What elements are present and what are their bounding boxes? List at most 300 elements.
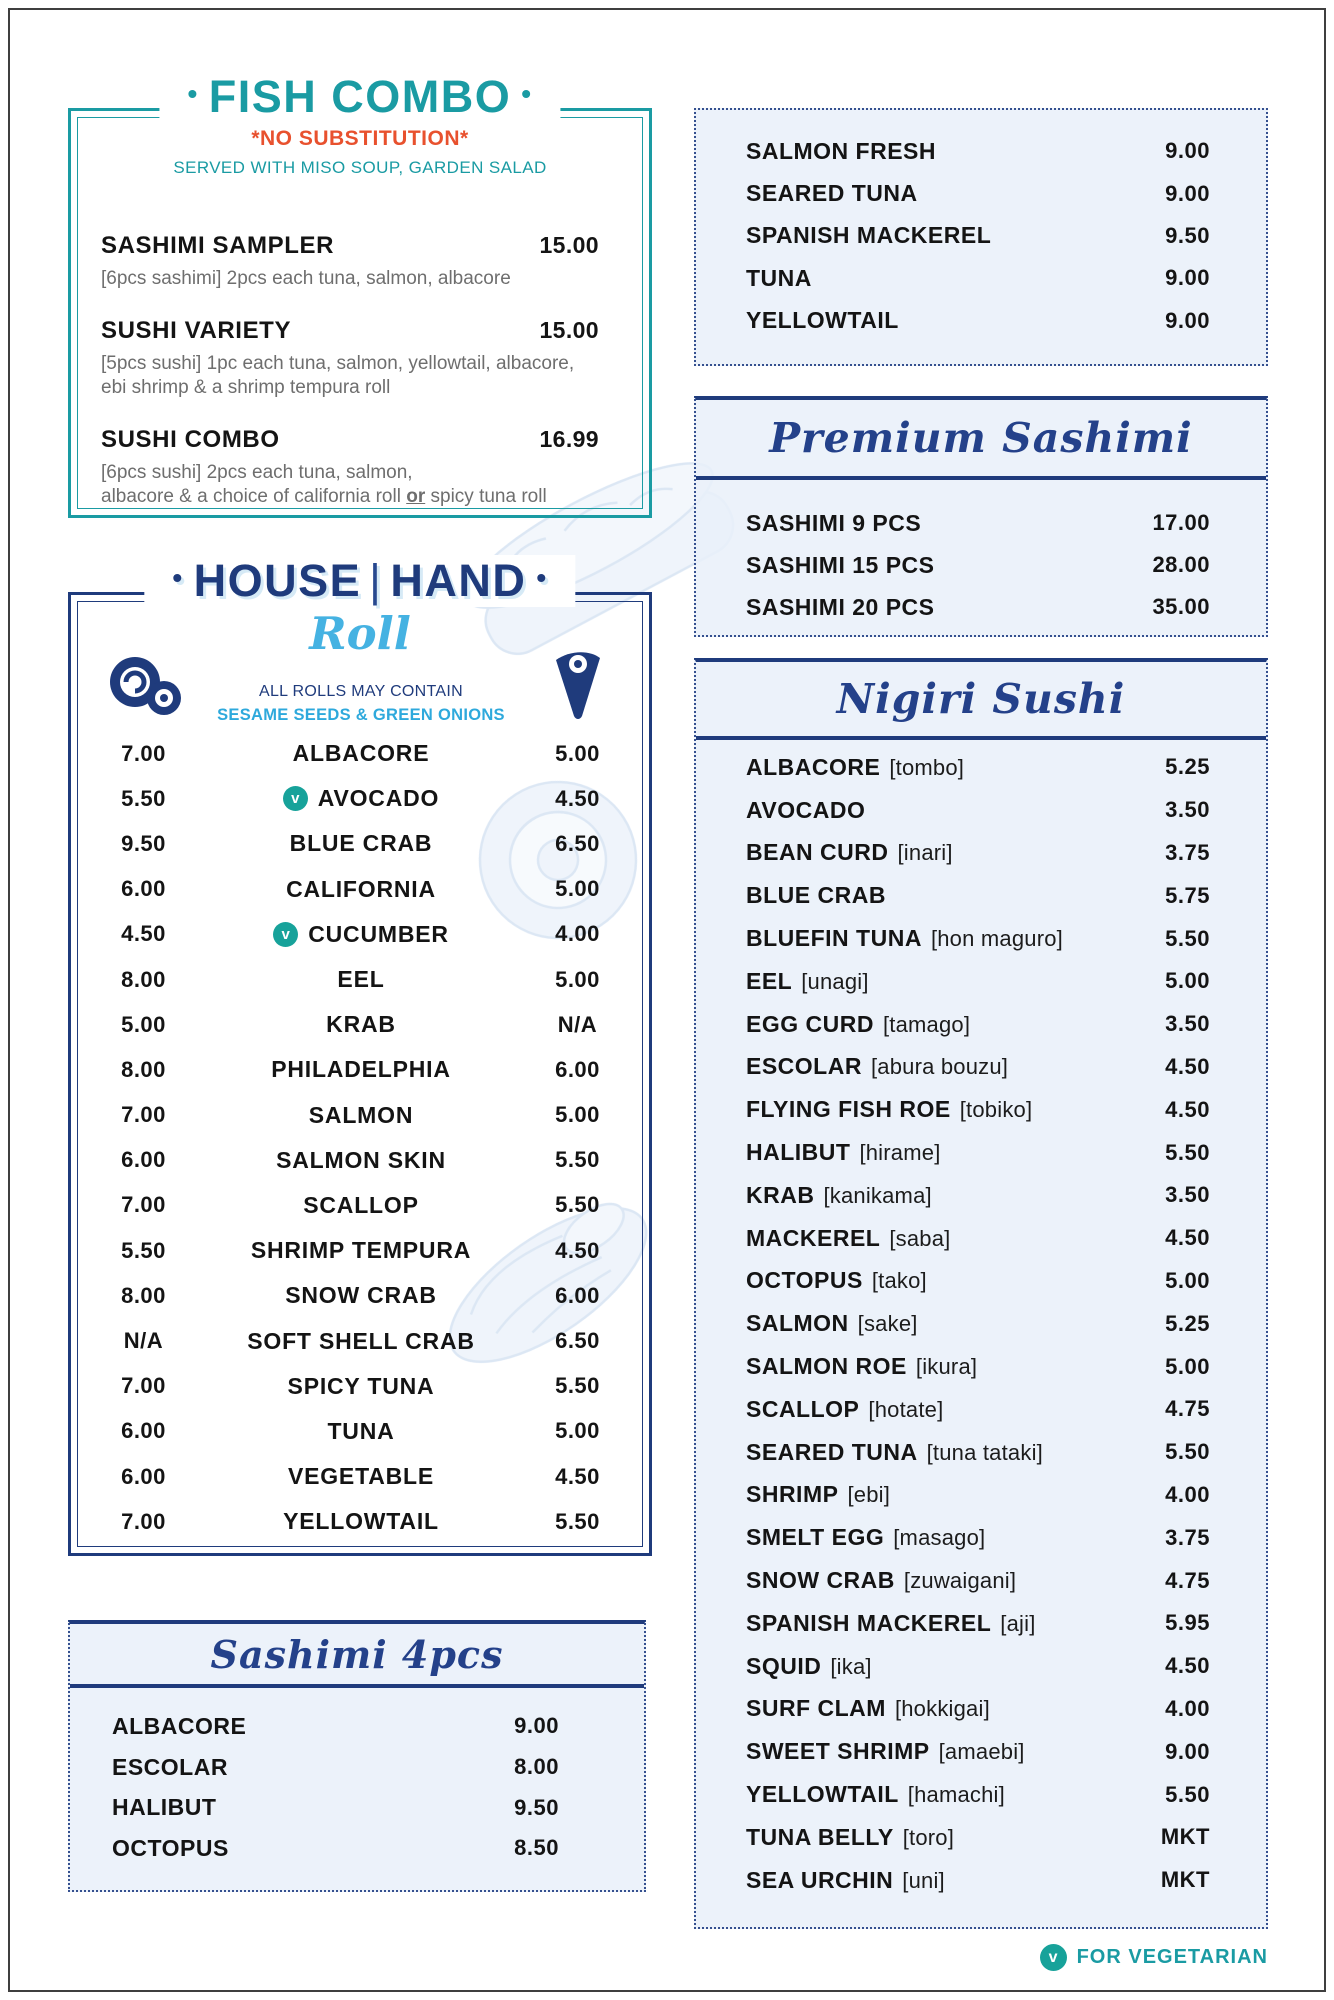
roll-name-group xyxy=(216,830,506,857)
menu-item-row xyxy=(696,1602,1266,1645)
roll-name-group xyxy=(216,921,506,948)
item-name-group xyxy=(746,1824,954,1851)
roll-item-row xyxy=(71,776,649,821)
item-name-group xyxy=(746,1524,985,1551)
roll-name-group xyxy=(216,1102,506,1129)
menu-item-row xyxy=(70,1706,644,1747)
item-name: SQUID xyxy=(746,1652,822,1679)
roll-name: KRAB xyxy=(326,1011,396,1038)
item-price: 5.50 xyxy=(1165,1139,1210,1165)
roll-item-row xyxy=(71,867,649,912)
house-roll-price: 7.00 xyxy=(121,740,166,766)
item-name: SALMON FRESH xyxy=(746,137,936,164)
roll-name: SHRIMP TEMPURA xyxy=(250,1237,472,1264)
menu-item-row xyxy=(696,832,1266,875)
menu-item-row xyxy=(696,1260,1266,1303)
menu-item-row xyxy=(696,215,1266,257)
menu-item-row xyxy=(696,1302,1266,1345)
premium-sashimi-rows xyxy=(696,480,1266,628)
sashimi-4pcs-title: Sashimi 4pcs xyxy=(210,1631,504,1677)
item-japanese-name: [aji] xyxy=(1000,1610,1036,1636)
hand-roll-price: 5.00 xyxy=(555,876,600,902)
menu-item-row xyxy=(696,1516,1266,1559)
rolls-note-line2: SESAME SEEDS & GREEN ONIONS xyxy=(217,706,505,724)
roll-item-row xyxy=(71,1138,649,1183)
item-name-group xyxy=(746,839,953,866)
vegetarian-badge-icon: v xyxy=(273,922,298,947)
house-roll-price: 7.00 xyxy=(121,1102,166,1128)
item-price: 4.75 xyxy=(1165,1567,1210,1593)
menu-item-row xyxy=(70,1747,644,1788)
item-name: EGG CURD xyxy=(746,1010,874,1037)
item-name: SALMON ROE xyxy=(746,1353,907,1380)
item-japanese-name: [ika] xyxy=(830,1653,872,1679)
nigiri-sushi-title: Nigiri Sushi xyxy=(836,675,1126,723)
item-price: 9.00 xyxy=(1165,265,1210,291)
item-name-group xyxy=(746,1267,927,1294)
bullet-icon: • xyxy=(521,78,533,109)
roll-name-group xyxy=(216,1011,506,1038)
roll-name-group xyxy=(216,740,506,767)
item-name: SPANISH MACKEREL xyxy=(746,222,992,249)
item-price: 5.25 xyxy=(1165,1310,1210,1336)
menu-item-row xyxy=(696,1559,1266,1602)
item-price: 5.00 xyxy=(1165,1353,1210,1379)
menu-item-row xyxy=(696,586,1266,628)
menu-item-row xyxy=(70,1828,644,1869)
menu-item xyxy=(101,232,599,291)
item-name: TUNA BELLY xyxy=(746,1823,894,1850)
item-name: SURF CLAM xyxy=(746,1695,886,1722)
nigiri-sushi-section xyxy=(694,658,1268,1929)
roll-name-group xyxy=(216,1418,506,1445)
item-name-group xyxy=(746,797,874,824)
item-name: SEA URCHIN xyxy=(746,1866,894,1893)
house-roll-price: 8.00 xyxy=(121,966,166,992)
item-description: [6pcs sashimi] 2pcs each tuna, salmon, albacore xyxy=(101,268,511,289)
bullet-icon: • xyxy=(172,562,184,593)
pipe-divider: | xyxy=(369,555,383,606)
fresh-fish-rows xyxy=(696,110,1266,342)
roll-name-group xyxy=(216,876,506,903)
item-price: 17.00 xyxy=(1152,510,1210,535)
house-title-text: HOUSE xyxy=(193,555,362,606)
item-price: 5.50 xyxy=(1165,1781,1210,1807)
item-price: 4.00 xyxy=(1165,1695,1210,1721)
roll-item-row xyxy=(71,1364,649,1409)
roll-item-row xyxy=(71,912,649,957)
rolls-note-line1: ALL ROLLS MAY CONTAIN xyxy=(259,683,463,700)
house-roll-price: 5.50 xyxy=(121,1237,166,1263)
roll-name-group xyxy=(216,785,506,812)
roll-name: BLUE CRAB xyxy=(289,830,433,857)
nigiri-rows xyxy=(696,740,1266,1902)
roll-name: ALBACORE xyxy=(292,740,430,767)
item-japanese-name: [inari] xyxy=(897,840,953,866)
item-japanese-name: [saba] xyxy=(889,1225,951,1251)
hand-roll-price: 5.50 xyxy=(555,1508,600,1534)
hand-roll-price: N/A xyxy=(557,1011,598,1037)
roll-name-group xyxy=(216,1463,506,1490)
item-name: SEARED TUNA xyxy=(746,180,918,207)
item-name: SPANISH MACKEREL xyxy=(746,1609,992,1636)
house-roll-price: 4.50 xyxy=(121,921,166,947)
item-name: SMELT EGG xyxy=(746,1524,885,1551)
hand-roll-price: 5.50 xyxy=(555,1192,600,1218)
menu-item-row xyxy=(696,130,1266,172)
house-roll-price: 6.00 xyxy=(121,876,166,902)
menu-item-row xyxy=(696,1688,1266,1731)
item-name: KRAB xyxy=(746,1181,815,1208)
roll-name-group xyxy=(216,1237,506,1264)
roll-item-row xyxy=(71,1047,649,1092)
item-name-group xyxy=(746,1738,1025,1765)
house-hand-rows xyxy=(71,731,649,1544)
item-name-group xyxy=(746,1310,918,1337)
roll-name: AVOCADO xyxy=(317,785,440,812)
item-japanese-name: [tako] xyxy=(871,1268,927,1294)
house-roll-price: 7.00 xyxy=(121,1373,166,1399)
item-name-group xyxy=(746,1481,890,1508)
menu-item-row xyxy=(696,1345,1266,1388)
menu-item-row xyxy=(696,746,1266,789)
item-price: 9.00 xyxy=(514,1713,559,1739)
item-price: 9.50 xyxy=(1165,222,1210,248)
item-price: 9.50 xyxy=(514,1794,559,1820)
item-name: BLUEFIN TUNA xyxy=(746,925,922,952)
house-roll-price: 7.00 xyxy=(121,1192,166,1218)
item-price: 5.95 xyxy=(1165,1610,1210,1636)
item-price: 9.00 xyxy=(1165,180,1210,206)
item-japanese-name: [tamago] xyxy=(882,1011,971,1037)
item-price: 9.00 xyxy=(1165,307,1210,333)
hand-roll-price: 5.00 xyxy=(555,1102,600,1128)
roll-name: CALIFORNIA xyxy=(286,875,436,902)
roll-item-row xyxy=(71,1499,649,1544)
menu-item-row xyxy=(696,789,1266,832)
item-name: SWEET SHRIMP xyxy=(746,1738,930,1765)
item-name-group xyxy=(746,1610,1036,1637)
item-price: 9.00 xyxy=(1165,1738,1210,1764)
roll-name-group xyxy=(216,1192,506,1219)
roll-name: VEGETABLE xyxy=(287,1463,435,1490)
item-price: 3.75 xyxy=(1165,839,1210,865)
item-japanese-name: [zuwaigani] xyxy=(903,1568,1017,1594)
menu-item-row xyxy=(696,1816,1266,1859)
hand-roll-price: 4.50 xyxy=(555,1237,600,1263)
item-price: 15.00 xyxy=(539,232,599,258)
item-price: 5.25 xyxy=(1165,754,1210,780)
premium-sashimi-section xyxy=(694,396,1268,637)
item-name-group xyxy=(746,1653,872,1680)
item-price: 5.00 xyxy=(1165,1267,1210,1293)
hand-roll-price: 5.00 xyxy=(555,740,600,766)
item-name: YELLOWTAIL xyxy=(746,307,899,334)
hand-roll-price: 5.00 xyxy=(555,1418,600,1444)
item-name: HALIBUT xyxy=(112,1794,217,1821)
item-japanese-name: [uni] xyxy=(902,1867,945,1893)
item-name-group xyxy=(746,1396,943,1423)
menu-item-row xyxy=(696,1088,1266,1131)
fish-combo-items xyxy=(71,232,649,509)
item-japanese-name: [masago] xyxy=(893,1525,986,1551)
roll-name: SNOW CRAB xyxy=(285,1282,437,1309)
item-name: ALBACORE xyxy=(746,753,881,780)
item-name: TUNA xyxy=(746,264,812,291)
rolls-note xyxy=(216,683,506,725)
item-japanese-name: [amaebi] xyxy=(938,1739,1025,1765)
roll-name-group xyxy=(216,1508,506,1535)
hand-roll-price: 6.00 xyxy=(555,1056,600,1082)
menu-item-row xyxy=(696,874,1266,917)
house-roll-price: N/A xyxy=(123,1328,164,1354)
item-japanese-name: [tobiko] xyxy=(959,1097,1033,1123)
item-name: SASHIMI 20 PCS xyxy=(746,593,935,620)
menu-item-row xyxy=(696,1003,1266,1046)
item-name: SUSHI VARIETY xyxy=(101,317,292,344)
roll-name: YELLOWTAIL xyxy=(283,1508,439,1535)
item-price: 4.75 xyxy=(1165,1396,1210,1422)
item-name-group xyxy=(746,1439,1043,1466)
menu-item-row xyxy=(696,1730,1266,1773)
roll-name: TUNA xyxy=(327,1417,395,1444)
item-name: AVOCADO xyxy=(746,796,866,823)
menu-item-row xyxy=(696,172,1266,214)
sashimi-4pcs-section xyxy=(68,1620,646,1892)
item-price: 5.00 xyxy=(1165,968,1210,994)
roll-item-row xyxy=(71,821,649,866)
item-name-group xyxy=(746,1225,950,1252)
item-japanese-name: [ebi] xyxy=(847,1482,891,1508)
item-price: 4.00 xyxy=(1165,1481,1210,1507)
item-name-group xyxy=(746,1695,990,1722)
hand-roll-price: 4.50 xyxy=(555,1463,600,1489)
house-roll-price: 6.00 xyxy=(121,1463,166,1489)
roll-name-group xyxy=(216,1147,506,1174)
menu-item-row xyxy=(696,1773,1266,1816)
roll-item-row xyxy=(71,1454,649,1499)
fresh-fish-sashimi-section xyxy=(694,108,1268,366)
house-roll-price: 5.50 xyxy=(121,785,166,811)
item-name: HALIBUT xyxy=(746,1139,851,1166)
item-name-group xyxy=(746,1867,945,1894)
vegetarian-legend-label: FOR VEGETARIAN xyxy=(1076,1946,1268,1968)
item-japanese-name: [hokkigai] xyxy=(894,1696,990,1722)
served-with-note: SERVED WITH MISO SOUP, GARDEN SALAD xyxy=(173,158,547,177)
item-price: 3.50 xyxy=(1165,1182,1210,1208)
item-name-group xyxy=(746,1053,1008,1080)
item-name-group xyxy=(746,1781,1005,1808)
hand-roll-price: 5.50 xyxy=(555,1373,600,1399)
item-price: 28.00 xyxy=(1152,552,1210,577)
roll-name: CUCUMBER xyxy=(308,920,449,947)
menu-item-row xyxy=(696,1217,1266,1260)
house-roll-price: 7.00 xyxy=(121,1508,166,1534)
roll-item-row xyxy=(71,957,649,1002)
item-japanese-name: [abura bouzu] xyxy=(870,1054,1009,1080)
menu-item xyxy=(101,317,599,400)
or-emphasis: or xyxy=(406,486,426,507)
bullet-icon: • xyxy=(187,78,199,109)
menu-item-row xyxy=(696,1046,1266,1089)
item-name: SNOW CRAB xyxy=(746,1567,895,1594)
menu-item-row xyxy=(696,300,1266,342)
bullet-icon: • xyxy=(536,562,548,593)
fish-combo-title-text: FISH COMBO xyxy=(208,71,512,122)
roll-name: SALMON SKIN xyxy=(276,1146,446,1173)
item-name: ESCOLAR xyxy=(746,1053,862,1080)
sushi-roll-icon xyxy=(71,654,216,725)
menu-item-row xyxy=(696,1645,1266,1688)
item-japanese-name: [hon maguro] xyxy=(930,926,1063,952)
item-name: YELLOWTAIL xyxy=(746,1781,899,1808)
item-price: 4.50 xyxy=(1165,1053,1210,1079)
item-price: 5.50 xyxy=(1165,925,1210,951)
item-japanese-name: [sake] xyxy=(857,1311,918,1337)
roll-item-row xyxy=(71,1093,649,1138)
item-price: 16.99 xyxy=(539,426,599,452)
roll-item-row xyxy=(71,1228,649,1273)
house-hand-title xyxy=(144,555,575,607)
menu-item-row xyxy=(696,1859,1266,1902)
item-name-group xyxy=(746,882,895,909)
menu-item-row xyxy=(696,1431,1266,1474)
hand-roll-price: 4.00 xyxy=(555,921,600,947)
item-name: SHRIMP xyxy=(746,1481,839,1508)
item-name: OCTOPUS xyxy=(112,1834,229,1861)
item-price: 4.50 xyxy=(1165,1096,1210,1122)
menu-item-row xyxy=(696,1388,1266,1431)
roll-name-group xyxy=(216,1056,506,1083)
item-name: OCTOPUS xyxy=(746,1267,863,1294)
vegetarian-legend xyxy=(694,1944,1268,1971)
fish-combo-section xyxy=(68,71,652,518)
item-price: 15.00 xyxy=(539,317,599,343)
roll-item-row xyxy=(71,731,649,776)
roll-item-row xyxy=(71,1318,649,1363)
roll-name-group xyxy=(216,1373,506,1400)
menu-item-row xyxy=(696,257,1266,299)
roll-name: EEL xyxy=(337,966,385,993)
house-roll-price: 6.00 xyxy=(121,1418,166,1444)
menu-item xyxy=(101,426,599,509)
item-price: MKT xyxy=(1160,1867,1210,1893)
item-price: 9.00 xyxy=(1165,138,1210,164)
item-price: 5.75 xyxy=(1165,882,1210,908)
roll-item-row xyxy=(71,1273,649,1318)
roll-item-row xyxy=(71,1183,649,1228)
roll-name: SCALLOP xyxy=(303,1191,419,1218)
menu-item-row xyxy=(696,1474,1266,1517)
item-price: 5.50 xyxy=(1165,1439,1210,1465)
item-name: SCALLOP xyxy=(746,1395,860,1422)
item-name: BEAN CURD xyxy=(746,839,889,866)
item-japanese-name: [kanikama] xyxy=(823,1182,932,1208)
roll-name-group xyxy=(216,1282,506,1309)
item-name: ESCOLAR xyxy=(112,1753,228,1780)
hand-roll-price: 4.50 xyxy=(555,785,600,811)
roll-script-title: Roll xyxy=(309,607,411,660)
item-description: [5pcs sushi] 1pc each tuna, salmon, yellowtail, albacore, ebi shrimp & a shrimp tempura roll xyxy=(101,353,575,398)
item-name-group xyxy=(746,968,869,995)
no-substitution-note: *NO SUBSTITUTION* xyxy=(251,127,469,150)
item-name: SASHIMI SAMPLER xyxy=(101,232,335,259)
item-price: 8.50 xyxy=(514,1835,559,1861)
item-price: 8.00 xyxy=(514,1754,559,1780)
item-price: MKT xyxy=(1160,1824,1210,1850)
roll-item-row xyxy=(71,1002,649,1047)
item-price: 3.75 xyxy=(1165,1524,1210,1550)
hand-roll-price: 5.50 xyxy=(555,1147,600,1173)
item-japanese-name: [tombo] xyxy=(889,754,965,780)
house-roll-price: 8.00 xyxy=(121,1056,166,1082)
fish-combo-title xyxy=(159,71,560,123)
menu-item-row xyxy=(70,1787,644,1828)
item-japanese-name: [tuna tataki] xyxy=(926,1439,1043,1465)
item-name: EEL xyxy=(746,967,793,994)
item-name: SASHIMI 15 PCS xyxy=(746,551,935,578)
item-name: BLUE CRAB xyxy=(746,882,886,909)
roll-name: PHILADELPHIA xyxy=(271,1056,451,1083)
hand-roll-price: 5.00 xyxy=(555,966,600,992)
menu-item-row xyxy=(696,502,1266,544)
item-price: 3.50 xyxy=(1165,1011,1210,1037)
house-hand-roll-section xyxy=(68,555,652,1556)
menu-item-row xyxy=(696,917,1266,960)
roll-name-group xyxy=(216,966,506,993)
hand-roll-price: 6.50 xyxy=(555,830,600,856)
item-name: SUSHI COMBO xyxy=(101,426,280,453)
item-name: FLYING FISH ROE xyxy=(746,1096,951,1123)
item-name-group xyxy=(746,1096,1032,1123)
menu-item-row xyxy=(696,1174,1266,1217)
item-name-group xyxy=(746,1567,1016,1594)
item-price: 35.00 xyxy=(1152,594,1210,619)
vegetarian-badge-icon: v xyxy=(1040,1944,1067,1971)
house-roll-price: 6.00 xyxy=(121,1147,166,1173)
menu-item-row xyxy=(696,960,1266,1003)
hand-roll-price: 6.50 xyxy=(555,1328,600,1354)
item-japanese-name: [hirame] xyxy=(859,1140,941,1166)
item-japanese-name: [toro] xyxy=(902,1824,955,1850)
item-name: SEARED TUNA xyxy=(746,1438,918,1465)
item-name-group xyxy=(746,1182,932,1209)
premium-sashimi-title: Premium Sashimi xyxy=(769,414,1193,462)
house-roll-price: 5.00 xyxy=(121,1011,166,1037)
item-name-group xyxy=(746,1011,970,1038)
item-name: SALMON xyxy=(746,1310,849,1337)
item-name-group xyxy=(746,1139,941,1166)
menu-item-row xyxy=(696,1131,1266,1174)
item-japanese-name: [unagi] xyxy=(801,968,869,994)
item-name: MACKEREL xyxy=(746,1224,881,1251)
sashimi-4pcs-rows xyxy=(70,1688,644,1869)
item-price: 4.50 xyxy=(1165,1225,1210,1251)
roll-name: SALMON xyxy=(308,1101,414,1128)
item-name-group xyxy=(746,754,964,781)
house-roll-price: 8.00 xyxy=(121,1282,166,1308)
item-japanese-name: [ikura] xyxy=(915,1354,978,1380)
hand-title-text: HAND xyxy=(390,555,527,606)
vegetarian-badge-icon: v xyxy=(283,786,308,811)
item-japanese-name: [hamachi] xyxy=(907,1782,1005,1808)
item-name-group xyxy=(746,925,1063,952)
roll-name: SOFT SHELL CRAB xyxy=(247,1327,475,1354)
item-description: [6pcs sushi] 2pcs each tuna, salmon, albacore & a choice of california roll or spicy tuna roll xyxy=(101,462,547,507)
roll-name: SPICY TUNA xyxy=(287,1372,435,1399)
item-name: SASHIMI 9 PCS xyxy=(746,509,922,536)
item-name-group xyxy=(746,1353,977,1380)
